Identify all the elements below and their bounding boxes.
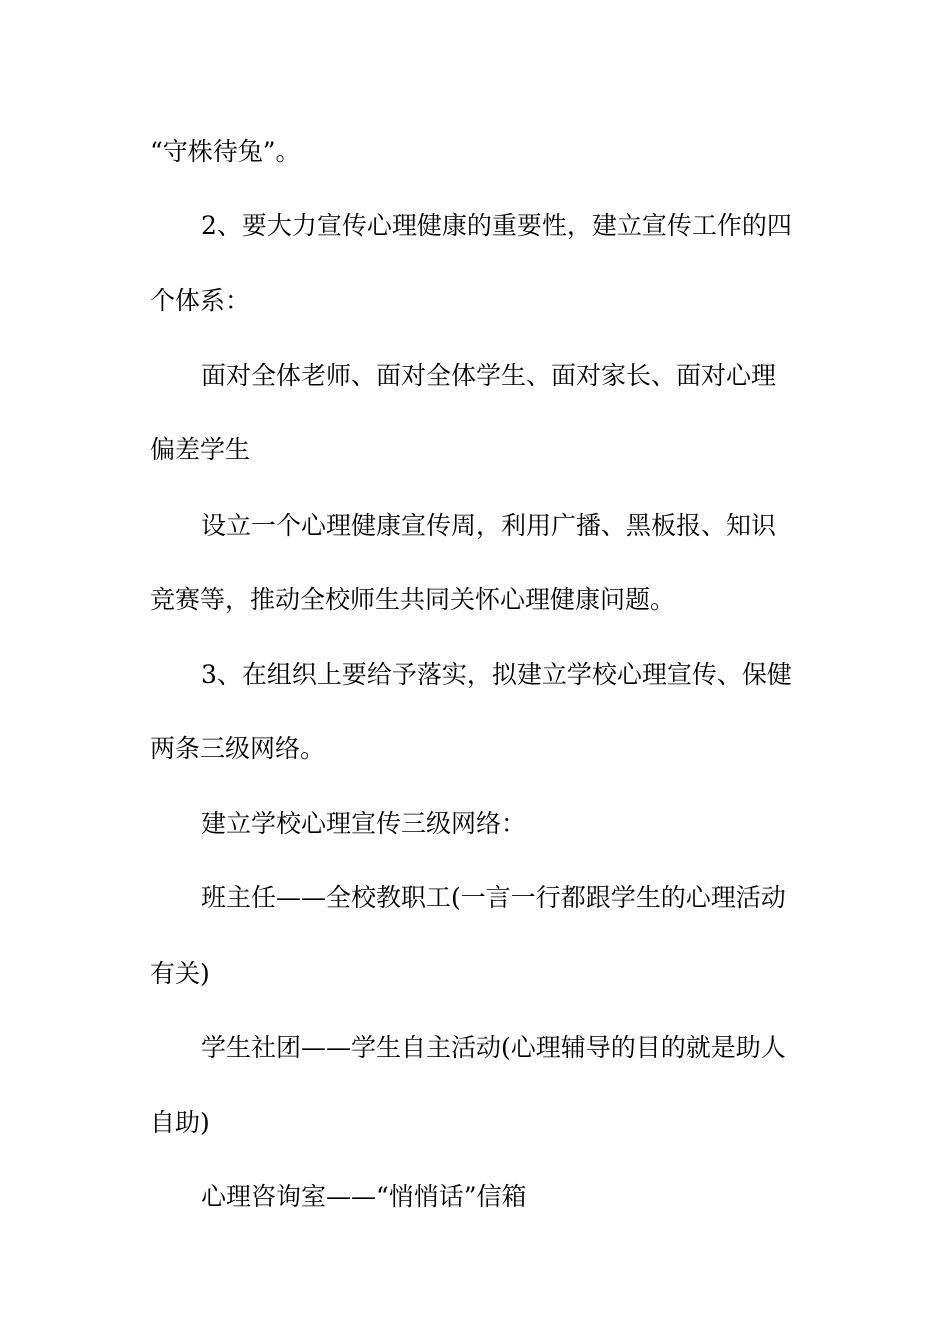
text-line: 竞赛等，推动全校师生共同关怀心理健康问题。 <box>150 585 676 614</box>
text-line: “守株待兔”。 <box>150 137 301 166</box>
text-line: 自助) <box>150 1108 210 1137</box>
text-line: 2、要大力宣传心理健康的重要性，建立宣传工作的四 <box>201 211 792 240</box>
text-line: 两条三级网络。 <box>150 734 326 763</box>
text-line: 面对全体老师、面对全体学生、面对家长、面对心理 <box>201 361 777 390</box>
text-line: 建立学校心理宣传三级网络： <box>201 809 527 838</box>
text-line: 有关) <box>150 959 210 988</box>
text-line: 设立一个心理健康宣传周，利用广播、黑板报、知识 <box>201 511 777 540</box>
text-line: 个体系： <box>150 286 251 315</box>
text-line: 心理咨询室——“悄悄话”信箱 <box>201 1182 527 1211</box>
text-line: 偏差学生 <box>150 435 251 464</box>
text-line: 3、在组织上要给予落实，拟建立学校心理宣传、保健 <box>201 660 792 689</box>
text-line: 班主任——全校教职工(一言一行都跟学生的心理活动 <box>201 883 786 912</box>
text-line: 学生社团——学生自主活动(心理辅导的目的就是助人 <box>201 1033 786 1062</box>
